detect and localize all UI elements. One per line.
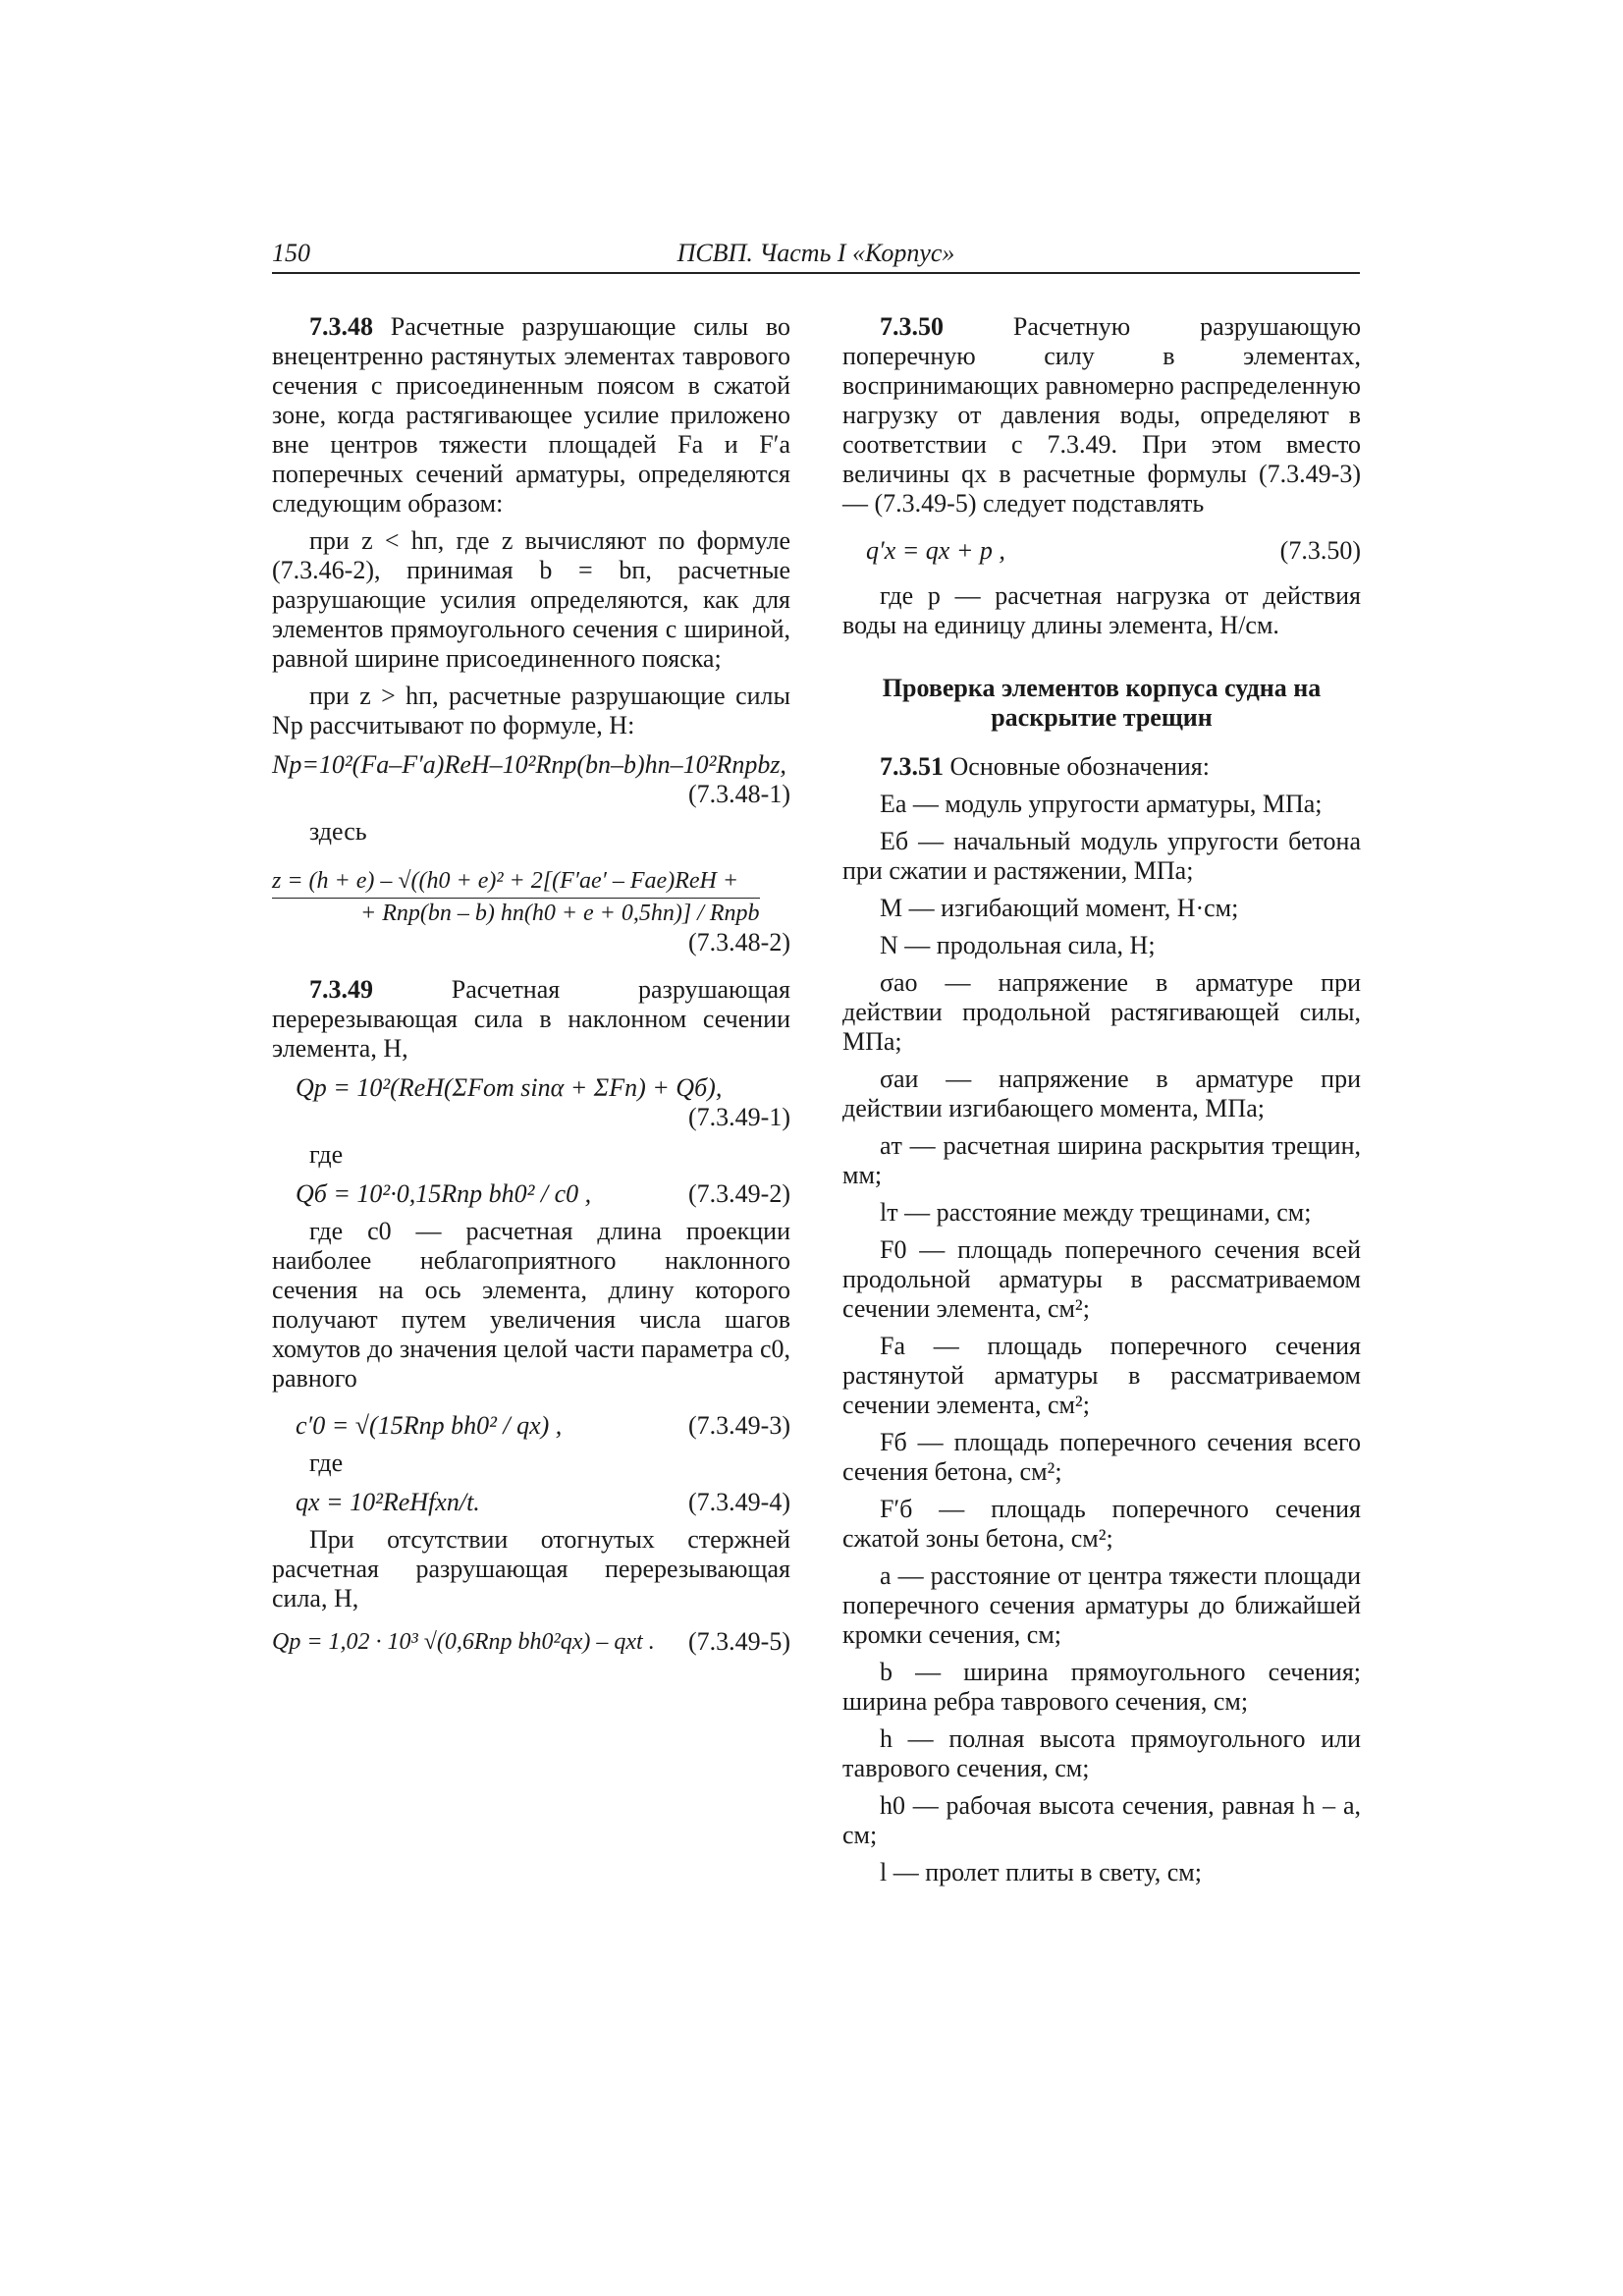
formula-7-3-48-1 <box>272 750 790 811</box>
formula-7-3-50 <box>842 536 1361 568</box>
clause-number: 7.3.48 <box>309 312 373 341</box>
paragraph: при z < hп, где z вычисляют по формуле (7.3.46-2), принимая b = bп, расчетные разрушающие усилия определяются, как для элементов прямоугольного сечения с шириной, равной ширине присоединенного пояска; <box>272 526 790 673</box>
clause-number: 7.3.51 <box>880 752 944 781</box>
formula-tag: (7.3.50) <box>1279 536 1361 565</box>
page-header <box>272 239 1360 274</box>
left-column <box>272 312 790 1665</box>
right-column <box>842 312 1361 1895</box>
definition-item: Fа — площадь поперечного сечения растянутой арматуры в рассматриваемом сечении элемента, см²; <box>842 1332 1361 1419</box>
paragraph-text: Расчетную разрушающую поперечную силу в элементах, воспринимающих равномерно распределенную нагрузку от давления воды, определяют в соответствии с 7.3.49. При этом вместо величины qх в расчетные формулы (7.3.49-3) — (7.3.49-5) следует подставлять <box>842 312 1361 518</box>
formula-tag: (7.3.49-3) <box>688 1411 790 1440</box>
formula-tag: (7.3.49-2) <box>688 1179 790 1208</box>
formula-tag: (7.3.49-5) <box>688 1627 790 1656</box>
formula-7-3-49-2 <box>272 1179 790 1211</box>
section-heading: Проверка элементов корпуса судна на раскрытие трещин <box>882 674 1322 732</box>
formula-body: q′х = qх + p , <box>866 536 1005 565</box>
definition-item: h0 — рабочая высота сечения, равная h – a, см; <box>842 1791 1361 1849</box>
formula-body: c′0 = √(15Rпр bh0² / qх) , <box>296 1411 563 1440</box>
formula-line-1: z = (h + e) – √((h0 + e)² + 2[(F′аe′ – Fаe)RеН + <box>272 868 739 894</box>
paragraph-text: Расчетные разрушающие силы во внецентренно растянутых элементах таврового сечения с присоединенным поясом в сжатой зоне, когда растягивающее усилие приложено вне центров тяжести площадей Fа и F′а поперечных сечений арматуры, определяются следующим образом: <box>272 312 790 518</box>
formula-body: qх = 10²RеНfхn/t. <box>296 1488 480 1516</box>
formula-tag: (7.3.48-1) <box>688 780 790 808</box>
definition-item: σао — напряжение в арматуре при действии продольной растягивающей силы, МПа; <box>842 968 1361 1056</box>
definition-item: σаи — напряжение в арматуре при действии изгибающего момента, МПа; <box>842 1065 1361 1122</box>
paragraph: при z > hп, расчетные разрушающие силы Nр рассчитывают по формуле, Н: <box>272 682 790 739</box>
definition-item: M — изгибающий момент, Н·см; <box>880 894 1239 922</box>
definition-item: Eа — модуль упругости арматуры, МПа; <box>880 790 1323 818</box>
formula-7-3-49-1 <box>272 1073 790 1134</box>
formula-7-3-49-4 <box>272 1488 790 1519</box>
paragraph: где p — расчетная нагрузка от действия воды на единицу длины элемента, Н/см. <box>842 581 1361 639</box>
definition-item: a — расстояние от центра тяжести площади поперечного сечения арматуры до ближайшей кромки сечения, см; <box>842 1561 1361 1649</box>
clause-number: 7.3.50 <box>880 312 944 341</box>
formula-7-3-49-5 <box>272 1627 790 1659</box>
formula-body: Qр = 1,02 · 10³ √(0,6Rпр bh0²qх) – qхt . <box>272 1629 655 1655</box>
running-title: ПСВП. Часть I «Корпус» <box>676 239 955 267</box>
paragraph-7-3-48 <box>272 312 790 519</box>
paragraph-7-3-51 <box>842 752 1361 782</box>
formula-tag: (7.3.48-2) <box>688 928 790 957</box>
paragraph-text: Основные обозначения: <box>944 752 1210 781</box>
formula-line-2: + Rпр(bп – b) hп(h0 + e + 0,5hп)] / Rпрb <box>272 898 760 928</box>
definition-item: F0 — площадь поперечного сечения всей продольной арматуры в рассматриваемом сечении элемента, см²; <box>842 1235 1361 1323</box>
formula-tag: (7.3.49-1) <box>688 1103 790 1131</box>
definition-item: lт — расстояние между трещинами, см; <box>880 1198 1312 1227</box>
definition-item: Fб — площадь поперечного сечения всего сечения бетона, см²; <box>842 1428 1361 1486</box>
definition-item: b — ширина прямоугольного сечения; ширина ребра таврового сечения, см; <box>842 1658 1361 1716</box>
formula-body: Qр = 10²(RеН(ΣFот sinα + ΣFп) + Qб), <box>296 1073 723 1102</box>
paragraph: здесь <box>309 817 367 846</box>
clause-number: 7.3.49 <box>309 975 373 1004</box>
formula-body: Qб = 10²·0,15Rпр bh0² / c0 , <box>296 1179 592 1208</box>
definition-item: N — продольная сила, Н; <box>880 931 1156 959</box>
paragraph: При отсутствии отогнутых стержней расчетная разрушающая перерезывающая сила, Н, <box>272 1525 790 1613</box>
formula-7-3-49-3 <box>272 1411 790 1443</box>
definition-item: l — пролет плиты в свету, см; <box>880 1858 1202 1886</box>
formula-7-3-48-2 <box>272 866 790 957</box>
paragraph: где c0 — расчетная длина проекции наиболее неблагоприятного наклонного сечения на ось элемента, длину которого получают путем увеличения числа шагов хомутов до значения целой части параметра c0, равного <box>272 1217 790 1393</box>
paragraph-text: Расчетная разрушающая перерезывающая сила в наклонном сечении элемента, Н, <box>272 975 790 1063</box>
paragraph-7-3-49 <box>272 975 790 1064</box>
definition-item: Eб — начальный модуль упругости бетона при сжатии и растяжении, МПа; <box>842 827 1361 885</box>
formula-tag: (7.3.49-4) <box>688 1488 790 1516</box>
paragraph-7-3-50 <box>842 312 1361 519</box>
definition-item: h — полная высота прямоугольного или таврового сечения, см; <box>842 1724 1361 1782</box>
paragraph: где <box>309 1140 344 1169</box>
definition-item: F′б — площадь поперечного сечения сжатой зоны бетона, см²; <box>842 1495 1361 1553</box>
page-number: 150 <box>272 239 310 267</box>
paragraph: где <box>309 1449 344 1477</box>
formula-body: Nр=10²(Fа–F′а)RеН–10²Rпр(bп–b)hп–10²Rпрbz, <box>272 750 786 779</box>
definition-item: aт — расчетная ширина раскрытия трещин, мм; <box>842 1131 1361 1189</box>
